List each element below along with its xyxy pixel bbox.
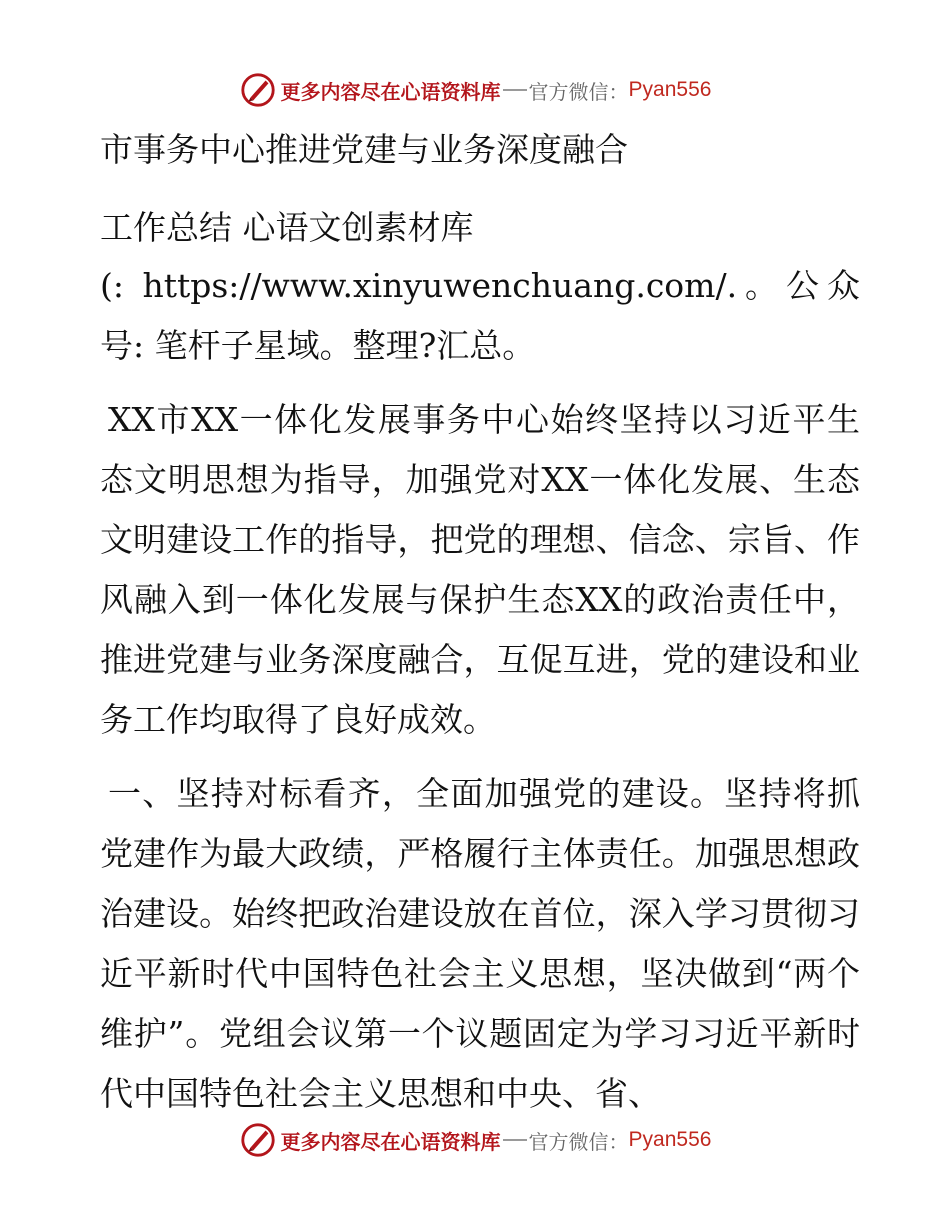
document-body — [100, 122, 860, 1124]
source-note: (: https://www.xinyuwenchuang.com/.。公众号: 笔杆子星域。整理?汇总。 — [100, 266, 860, 365]
paragraph-section-one: 一、坚持对标看齐，全面加强党的建设。坚持将抓党建作为最大政绩，严格履行主体责任。加强思想政治建设。始终把政治建设放在首位，深入学习贯彻习近平新时代中国特色社会主义思想，坚决做到“两个维护”。党组会议第一个议题固定为学习习近平新时代中国特色社会主义思想和中央、省、 — [100, 774, 860, 1113]
pen-logo-icon — [239, 71, 277, 109]
wechat-id: Pyan556 — [628, 78, 712, 101]
banner-slogan: 更多内容尽在心语资料库 — [280, 1129, 501, 1154]
wechat-label: 官方微信： — [528, 79, 629, 104]
header-banner — [0, 70, 950, 110]
banner-dash — [503, 89, 527, 91]
document-title-line-1: 市事务中心推进党建与业务深度融合 — [100, 130, 628, 169]
footer-banner — [0, 1120, 950, 1160]
pen-logo-icon — [239, 1121, 277, 1159]
paragraph-intro: XX市XX一体化发展事务中心始终坚持以习近平生态文明思想为指导，加强党对XX一体化发展、生态文明建设工作的指导，把党的理想、信念、宗旨、作风融入到一体化发展与保护生态XX的政治责任中，推进党建与业务深度融合，互促互进，党的建设和业务工作均取得了良好成效。 — [100, 400, 860, 739]
banner-slogan: 更多内容尽在心语资料库 — [280, 79, 501, 104]
wechat-label: 官方微信： — [528, 1129, 629, 1154]
document-title-line-2: 工作总结 心语文创素材库 — [100, 208, 474, 247]
banner-dash — [503, 1139, 527, 1141]
wechat-id: Pyan556 — [628, 1128, 712, 1151]
